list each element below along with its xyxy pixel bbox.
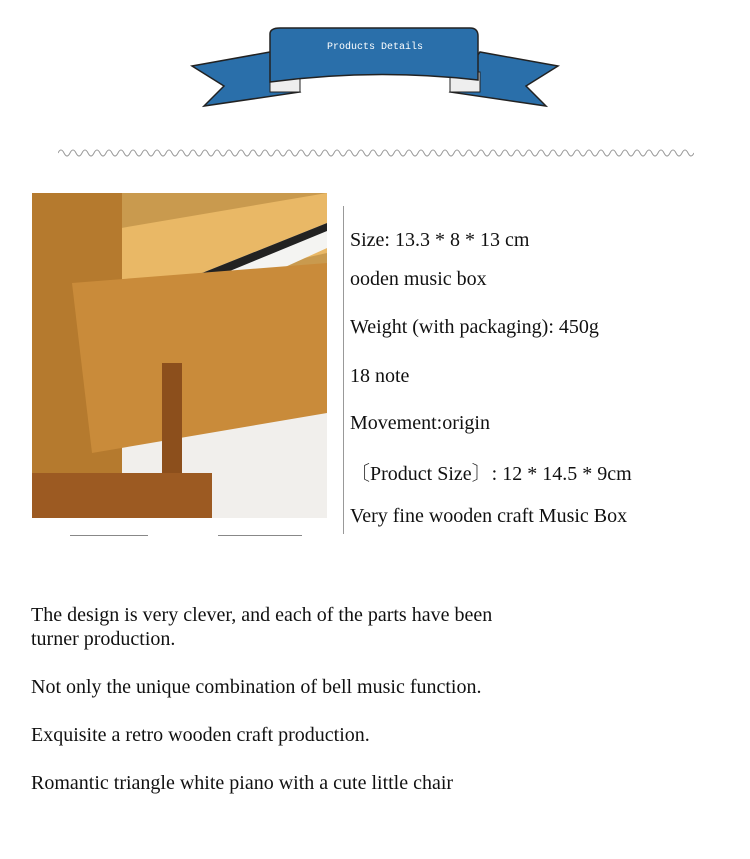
spec-weight: Weight (with packaging): 450g bbox=[350, 316, 599, 338]
vertical-divider bbox=[343, 206, 344, 534]
spec-movement: Movement:origin bbox=[350, 412, 490, 434]
wavy-divider bbox=[58, 146, 694, 160]
description-paragraph: The design is very clever, and each of the parts have been turner production. bbox=[31, 604, 493, 650]
spec-notes: 18 note bbox=[350, 365, 410, 387]
wooden-piano-image bbox=[32, 193, 327, 518]
spec-product-size: 〔Product Size〕: 12 * 14.5 * 9cm bbox=[350, 463, 632, 485]
description-paragraph: Exquisite a retro wooden craft production. bbox=[31, 724, 370, 746]
products-details-banner bbox=[190, 24, 560, 108]
banner-title: Products Details bbox=[326, 42, 423, 53]
description-paragraph: Romantic triangle white piano with a cute little chair bbox=[31, 772, 454, 794]
spec-material: ooden music box bbox=[350, 268, 487, 290]
spec-description: Very fine wooden craft Music Box bbox=[350, 505, 628, 527]
spec-size: Size: 13.3 * 8 * 13 cm bbox=[350, 229, 530, 251]
description-paragraph: Not only the unique combination of bell music function. bbox=[31, 676, 482, 698]
divider bbox=[218, 535, 302, 536]
divider bbox=[70, 535, 148, 536]
